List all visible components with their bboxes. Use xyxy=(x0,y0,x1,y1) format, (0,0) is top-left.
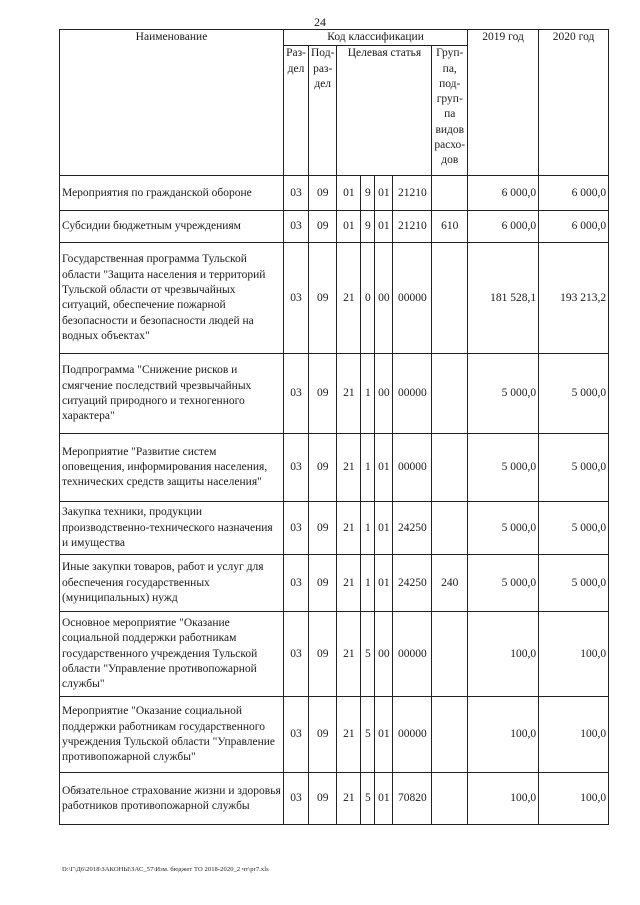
row-2019: 5 000,0 xyxy=(468,354,539,434)
row-podrazdel: 09 xyxy=(309,176,337,211)
file-path-footer: D:\Г\Д6\2018\ЗАКОНЫ\ЗАС_57\Изм. бюджет ТО 2018-2020_2 чт\pr7.xls xyxy=(62,866,269,873)
row-name: Иные закупки товаров, работ и услуг для обеспечения государственных (муниципальных) нужд xyxy=(60,555,284,612)
row-group xyxy=(432,502,468,555)
row-target-2: 5 xyxy=(361,773,375,825)
table-row xyxy=(60,502,609,555)
row-2020: 6 000,0 xyxy=(539,176,609,211)
row-2020: 6 000,0 xyxy=(539,211,609,243)
row-razdel: 03 xyxy=(284,612,309,697)
row-target-4: 00000 xyxy=(393,434,432,502)
row-razdel: 03 xyxy=(284,697,309,773)
row-group xyxy=(432,697,468,773)
row-target-2: 5 xyxy=(361,697,375,773)
row-target-1: 21 xyxy=(337,697,361,773)
row-2019: 100,0 xyxy=(468,697,539,773)
row-target-3: 01 xyxy=(375,176,393,211)
header-code: Код классификации xyxy=(284,30,468,46)
header-podrazdel: Под-раз-дел xyxy=(309,46,337,176)
row-podrazdel: 09 xyxy=(309,773,337,825)
row-2019: 5 000,0 xyxy=(468,502,539,555)
page-number: 24 xyxy=(314,15,326,29)
row-group xyxy=(432,612,468,697)
row-target-2: 5 xyxy=(361,612,375,697)
row-podrazdel: 09 xyxy=(309,211,337,243)
row-podrazdel: 09 xyxy=(309,354,337,434)
row-razdel: 03 xyxy=(284,211,309,243)
table-row xyxy=(60,773,609,825)
row-razdel: 03 xyxy=(284,555,309,612)
row-target-4: 70820 xyxy=(393,773,432,825)
row-2019: 6 000,0 xyxy=(468,211,539,243)
row-name: Субсидии бюджетным учреждениям xyxy=(60,211,284,243)
row-target-2: 1 xyxy=(361,434,375,502)
row-2019: 5 000,0 xyxy=(468,555,539,612)
row-target-1: 01 xyxy=(337,176,361,211)
row-group xyxy=(432,434,468,502)
row-group xyxy=(432,176,468,211)
row-target-1: 21 xyxy=(337,612,361,697)
row-group: 610 xyxy=(432,211,468,243)
row-2019: 5 000,0 xyxy=(468,434,539,502)
row-2020: 5 000,0 xyxy=(539,434,609,502)
row-target-3: 00 xyxy=(375,612,393,697)
table-row xyxy=(60,354,609,434)
row-name: Мероприятия по гражданской обороне xyxy=(60,176,284,211)
row-2019: 181 528,1 xyxy=(468,243,539,354)
row-group xyxy=(432,354,468,434)
row-razdel: 03 xyxy=(284,354,309,434)
row-name: Государственная программа Тульской области "Защита населения и территорий Тульской области от чрезвычайных ситуаций, обеспечение пожарной безопасности и безопасности людей на водных объектах" xyxy=(60,243,284,354)
row-target-1: 21 xyxy=(337,434,361,502)
row-target-4: 00000 xyxy=(393,243,432,354)
row-2020: 100,0 xyxy=(539,773,609,825)
row-podrazdel: 09 xyxy=(309,697,337,773)
row-name: Мероприятие "Развитие систем оповещения, информирования населения, технических средств защиты населения" xyxy=(60,434,284,502)
row-target-4: 00000 xyxy=(393,354,432,434)
row-name: Подпрограмма "Снижение рисков и смягчение последствий чрезвычайных ситуаций природного и техногенного характера" xyxy=(60,354,284,434)
row-podrazdel: 09 xyxy=(309,612,337,697)
row-target-1: 01 xyxy=(337,211,361,243)
table-row xyxy=(60,176,609,211)
row-group xyxy=(432,243,468,354)
row-target-3: 01 xyxy=(375,555,393,612)
row-razdel: 03 xyxy=(284,243,309,354)
row-target-1: 21 xyxy=(337,502,361,555)
header-target: Целевая статья xyxy=(337,46,432,176)
row-target-2: 1 xyxy=(361,354,375,434)
row-name: Основное мероприятие "Оказание социальной поддержки работникам государственного учреждения Тульской области "Управление противопожарной службы" xyxy=(60,612,284,697)
row-target-3: 01 xyxy=(375,773,393,825)
row-2020: 5 000,0 xyxy=(539,502,609,555)
table-row xyxy=(60,697,609,773)
row-2019: 100,0 xyxy=(468,612,539,697)
row-2019: 100,0 xyxy=(468,773,539,825)
row-target-4: 21210 xyxy=(393,211,432,243)
header-2019: 2019 год xyxy=(468,30,539,176)
table-row xyxy=(60,555,609,612)
row-razdel: 03 xyxy=(284,434,309,502)
row-2020: 5 000,0 xyxy=(539,354,609,434)
row-target-1: 21 xyxy=(337,354,361,434)
row-target-3: 01 xyxy=(375,697,393,773)
table-row xyxy=(60,211,609,243)
row-target-2: 0 xyxy=(361,243,375,354)
row-target-4: 00000 xyxy=(393,697,432,773)
row-2020: 193 213,2 xyxy=(539,243,609,354)
row-target-3: 01 xyxy=(375,502,393,555)
row-target-2: 9 xyxy=(361,211,375,243)
budget-table xyxy=(59,29,609,825)
row-2019: 6 000,0 xyxy=(468,176,539,211)
row-target-4: 00000 xyxy=(393,612,432,697)
row-razdel: 03 xyxy=(284,773,309,825)
table-row xyxy=(60,243,609,354)
row-target-1: 21 xyxy=(337,773,361,825)
row-podrazdel: 09 xyxy=(309,502,337,555)
row-razdel: 03 xyxy=(284,502,309,555)
row-target-2: 1 xyxy=(361,502,375,555)
row-group xyxy=(432,773,468,825)
row-target-4: 21210 xyxy=(393,176,432,211)
row-podrazdel: 09 xyxy=(309,243,337,354)
row-2020: 100,0 xyxy=(539,697,609,773)
row-name: Закупка техники, продукции производственно-технического назначения и имущества xyxy=(60,502,284,555)
row-target-1: 21 xyxy=(337,243,361,354)
row-target-2: 1 xyxy=(361,555,375,612)
row-target-3: 01 xyxy=(375,434,393,502)
row-target-2: 9 xyxy=(361,176,375,211)
header-group: Груп-па, под-груп-па видов расхо-дов xyxy=(432,46,468,176)
row-target-3: 00 xyxy=(375,243,393,354)
row-target-3: 00 xyxy=(375,354,393,434)
table-row xyxy=(60,434,609,502)
row-2020: 5 000,0 xyxy=(539,555,609,612)
row-2020: 100,0 xyxy=(539,612,609,697)
row-target-4: 24250 xyxy=(393,555,432,612)
row-name: Обязательное страхование жизни и здоровья работников противопожарной службы xyxy=(60,773,284,825)
row-podrazdel: 09 xyxy=(309,434,337,502)
header-2020: 2020 год xyxy=(539,30,609,176)
table-row xyxy=(60,612,609,697)
header-name: Наименование xyxy=(60,30,284,176)
header-razdel: Раз-дел xyxy=(284,46,309,176)
row-target-4: 24250 xyxy=(393,502,432,555)
row-podrazdel: 09 xyxy=(309,555,337,612)
row-razdel: 03 xyxy=(284,176,309,211)
row-target-3: 01 xyxy=(375,211,393,243)
row-name: Мероприятие "Оказание социальной поддержки работникам государственного учреждения Тульской области "Управление противопожарной службы" xyxy=(60,697,284,773)
row-group: 240 xyxy=(432,555,468,612)
row-target-1: 21 xyxy=(337,555,361,612)
